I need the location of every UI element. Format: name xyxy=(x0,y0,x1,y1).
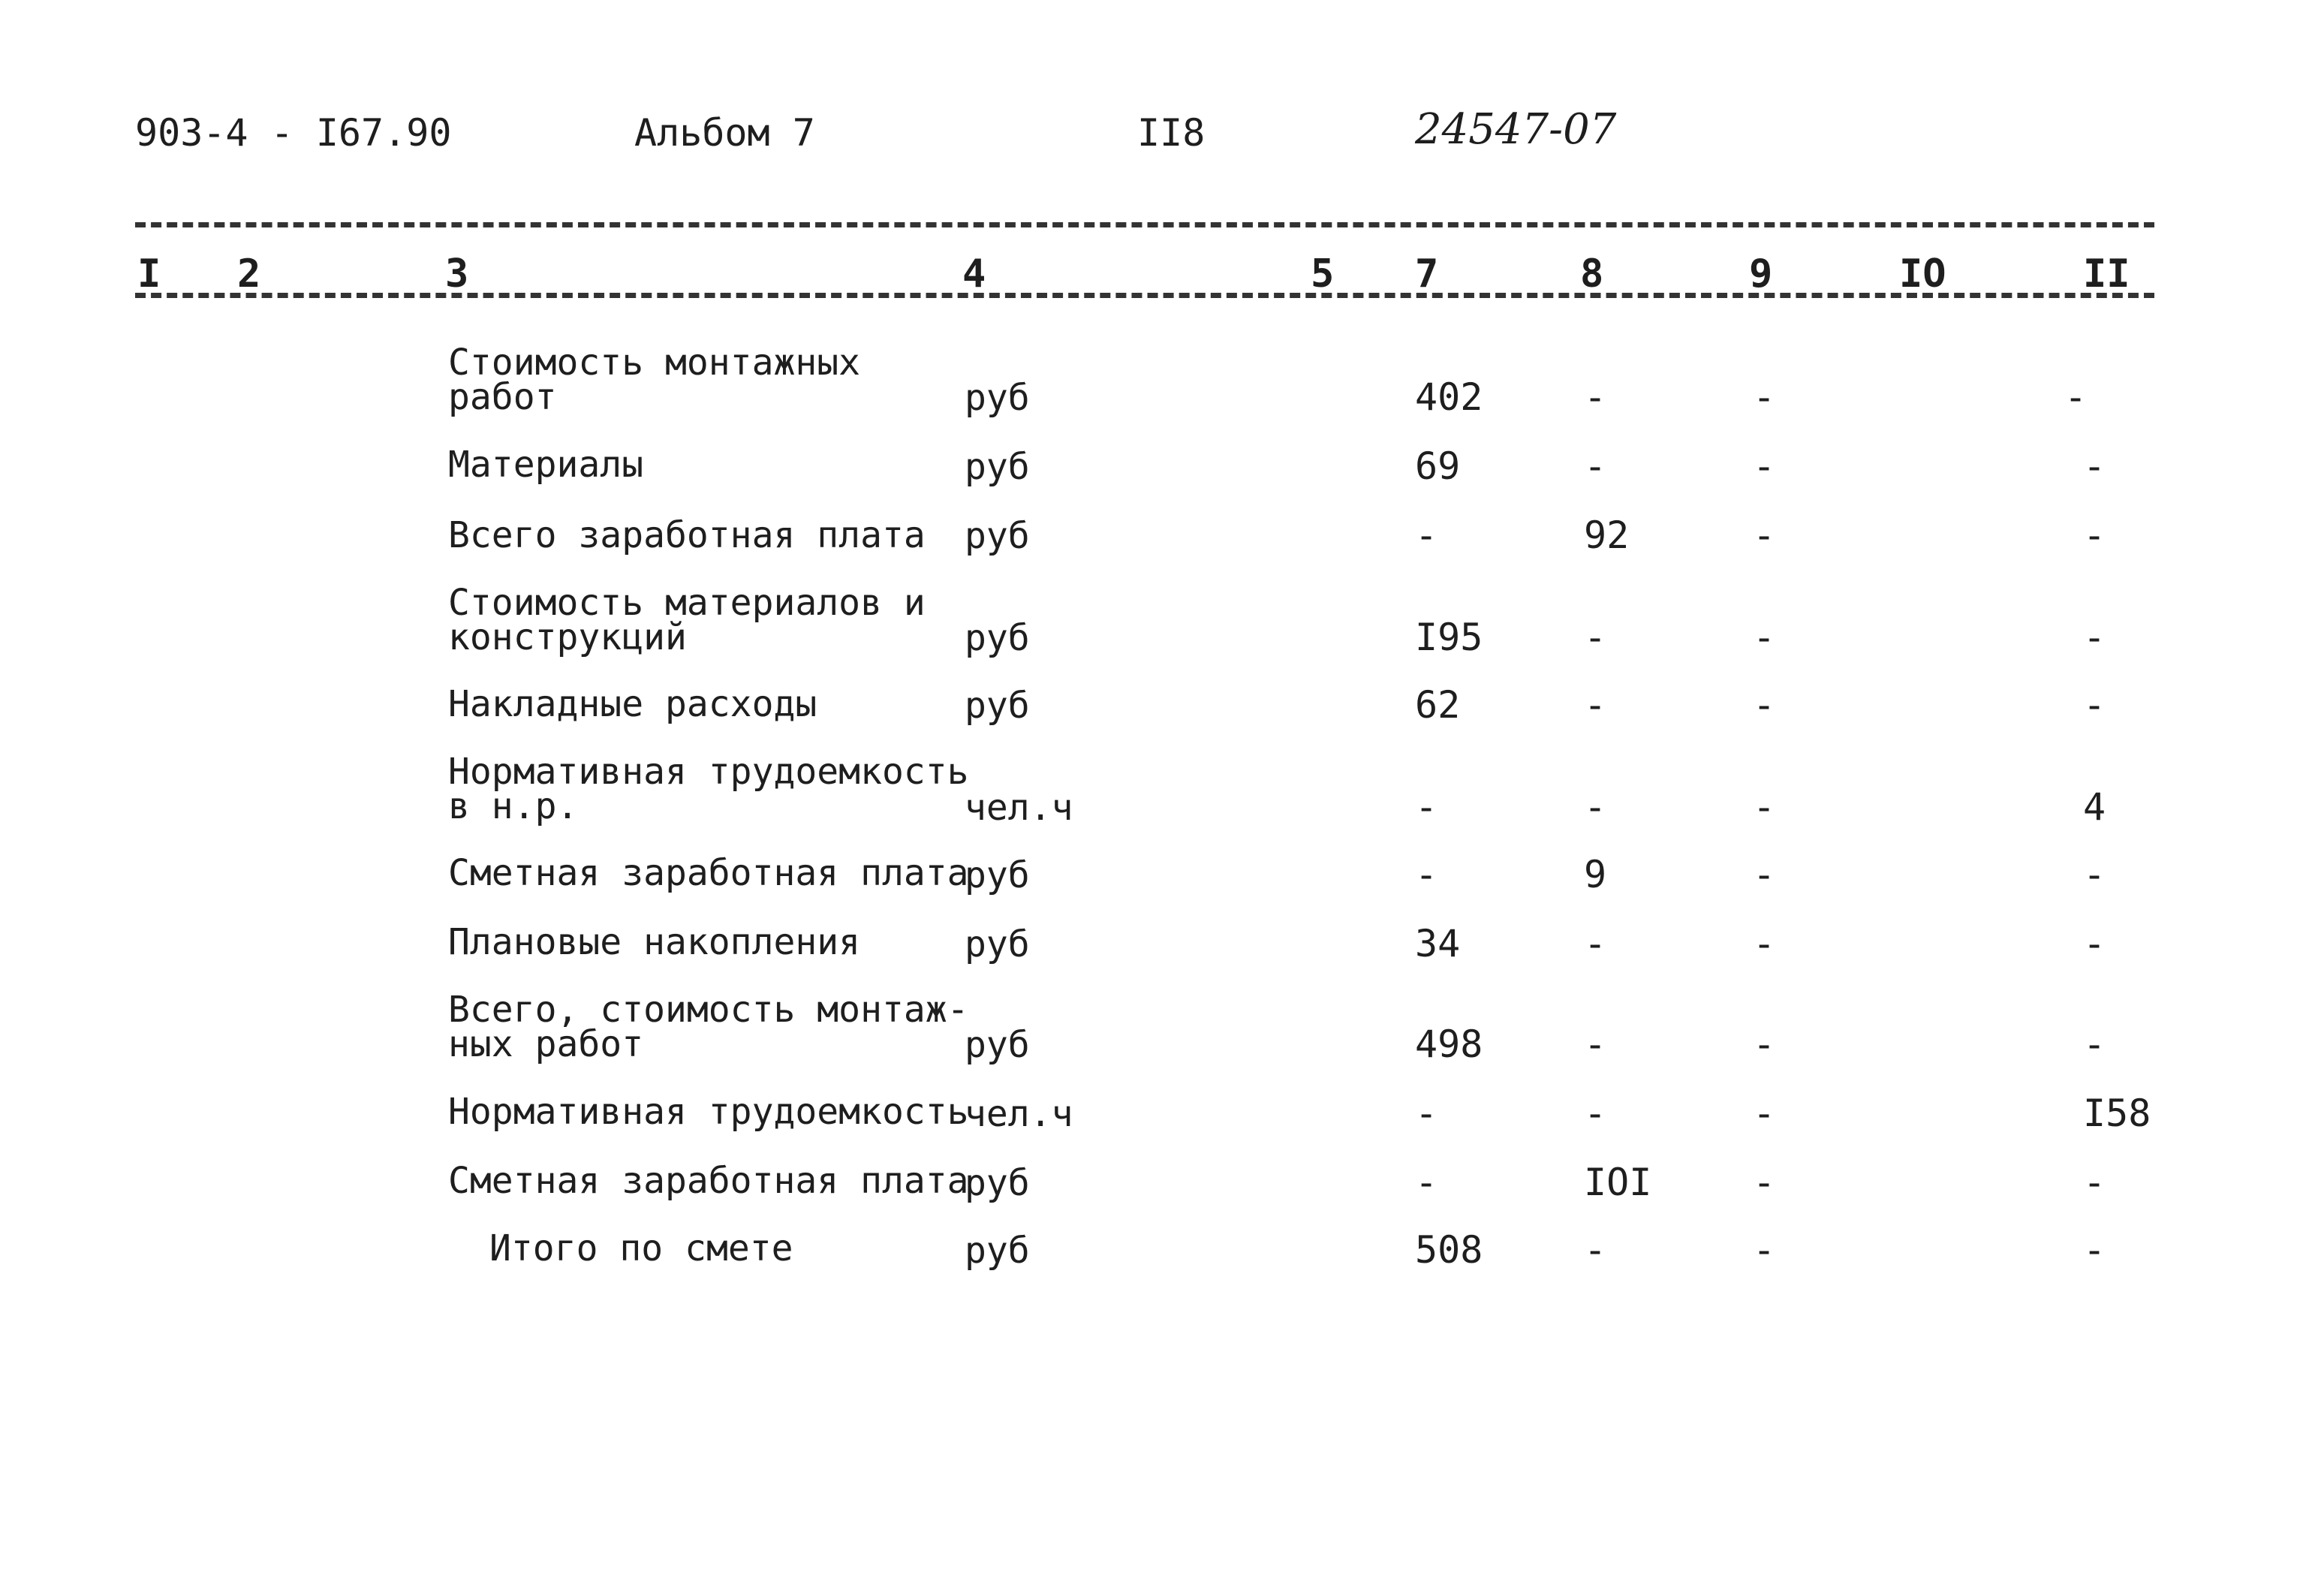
unit-cell: руб xyxy=(965,854,1030,896)
unit-cell: руб xyxy=(965,923,1030,965)
col7-cell: - xyxy=(1415,853,1438,896)
col8-cell: - xyxy=(1584,922,1607,965)
col8-cell: - xyxy=(1584,1092,1607,1135)
column-number: 3 xyxy=(445,251,469,297)
col9-cell: - xyxy=(1753,853,1776,896)
unit-cell: руб xyxy=(965,377,1030,419)
col8-cell: - xyxy=(1584,1022,1607,1066)
column-number: 9 xyxy=(1749,251,1773,297)
col8-cell: - xyxy=(1584,1228,1607,1272)
col9-cell: - xyxy=(1753,1022,1776,1066)
col8-cell: 9 xyxy=(1584,853,1607,896)
handwritten-number: 24547-07 xyxy=(1415,105,1617,154)
col11-cell: - xyxy=(2083,513,2106,557)
col7-cell: - xyxy=(1415,1092,1438,1135)
col7-cell: 508 xyxy=(1415,1228,1483,1272)
col11-cell: - xyxy=(2083,444,2106,488)
col7-cell: I95 xyxy=(1415,616,1483,659)
col11-cell: - xyxy=(2083,1022,2106,1066)
row-label: Плановые накопления xyxy=(448,921,861,963)
col7-cell: 498 xyxy=(1415,1022,1483,1066)
column-number: II xyxy=(2083,251,2130,297)
column-number: 4 xyxy=(962,251,986,297)
col11-cell: - xyxy=(2083,683,2106,727)
col9-cell: - xyxy=(1753,616,1776,659)
row-label: Стоимость монтажных работ xyxy=(448,342,861,418)
col7-cell: 62 xyxy=(1415,683,1461,727)
col9-cell: - xyxy=(1753,1161,1776,1204)
col9-cell: - xyxy=(1753,785,1776,829)
row-label: Сметная заработная плата xyxy=(448,852,969,894)
col11-cell: - xyxy=(2064,375,2088,419)
unit-cell: руб xyxy=(965,1162,1030,1204)
col8-cell: - xyxy=(1584,683,1607,727)
col9-cell: - xyxy=(1753,683,1776,727)
col8-cell: 92 xyxy=(1584,513,1630,557)
column-number: I xyxy=(137,251,161,297)
col7-cell: 69 xyxy=(1415,444,1461,488)
col9-cell: - xyxy=(1753,444,1776,488)
col11-cell: I58 xyxy=(2083,1092,2151,1135)
col11-cell: - xyxy=(2083,1161,2106,1204)
row-label: Итого по смете xyxy=(489,1227,793,1269)
col7-cell: 34 xyxy=(1415,922,1461,965)
col7-cell: 402 xyxy=(1415,375,1483,419)
col11-cell: - xyxy=(2083,922,2106,965)
col8-cell: - xyxy=(1584,616,1607,659)
header-divider xyxy=(135,222,2154,227)
col7-cell: - xyxy=(1415,1161,1438,1204)
unit-cell: руб xyxy=(965,1024,1030,1066)
col9-cell: - xyxy=(1753,1228,1776,1272)
row-label: Нормативная трудоемкость xyxy=(448,1091,969,1133)
column-number: 8 xyxy=(1580,251,1604,297)
col9-cell: - xyxy=(1753,922,1776,965)
col9-cell: - xyxy=(1753,1092,1776,1135)
row-label: Нормативная трудоемкость в н.р. xyxy=(448,751,969,827)
row-label: Накладные расходы xyxy=(448,683,817,725)
col9-cell: - xyxy=(1753,513,1776,557)
col8-cell: - xyxy=(1584,375,1607,419)
unit-cell: чел.ч xyxy=(965,787,1073,829)
col7-cell: - xyxy=(1415,785,1438,829)
col11-cell: 4 xyxy=(2083,785,2106,829)
row-label: Всего заработная плата xyxy=(448,514,926,556)
unit-cell: чел.ч xyxy=(965,1093,1073,1135)
column-number: 2 xyxy=(237,251,261,297)
col7-cell: - xyxy=(1415,513,1438,557)
row-label: Сметная заработная плата xyxy=(448,1160,969,1202)
col11-cell: - xyxy=(2083,1228,2106,1272)
col8-cell: - xyxy=(1584,785,1607,829)
unit-cell: руб xyxy=(965,617,1030,659)
col11-cell: - xyxy=(2083,853,2106,896)
unit-cell: руб xyxy=(965,446,1030,488)
unit-cell: руб xyxy=(965,685,1030,727)
column-numbers-underline xyxy=(135,293,2154,298)
col8-cell: IOI xyxy=(1584,1161,1652,1204)
column-number: 5 xyxy=(1311,251,1335,297)
row-label: Стоимость материалов и конструкций xyxy=(448,582,926,658)
document-code: 903-4 - I67.90 xyxy=(135,111,452,155)
album-label: Альбом 7 xyxy=(634,111,815,155)
page-number: II8 xyxy=(1137,111,1206,155)
col11-cell: - xyxy=(2083,616,2106,659)
col8-cell: - xyxy=(1584,444,1607,488)
unit-cell: руб xyxy=(965,515,1030,557)
row-label: Всего, стоимость монтаж- ных работ xyxy=(448,989,969,1065)
column-number: 7 xyxy=(1415,251,1439,297)
unit-cell: руб xyxy=(965,1230,1030,1272)
col9-cell: - xyxy=(1753,375,1776,419)
column-number: IO xyxy=(1899,251,1946,297)
row-label: Материалы xyxy=(448,444,644,486)
